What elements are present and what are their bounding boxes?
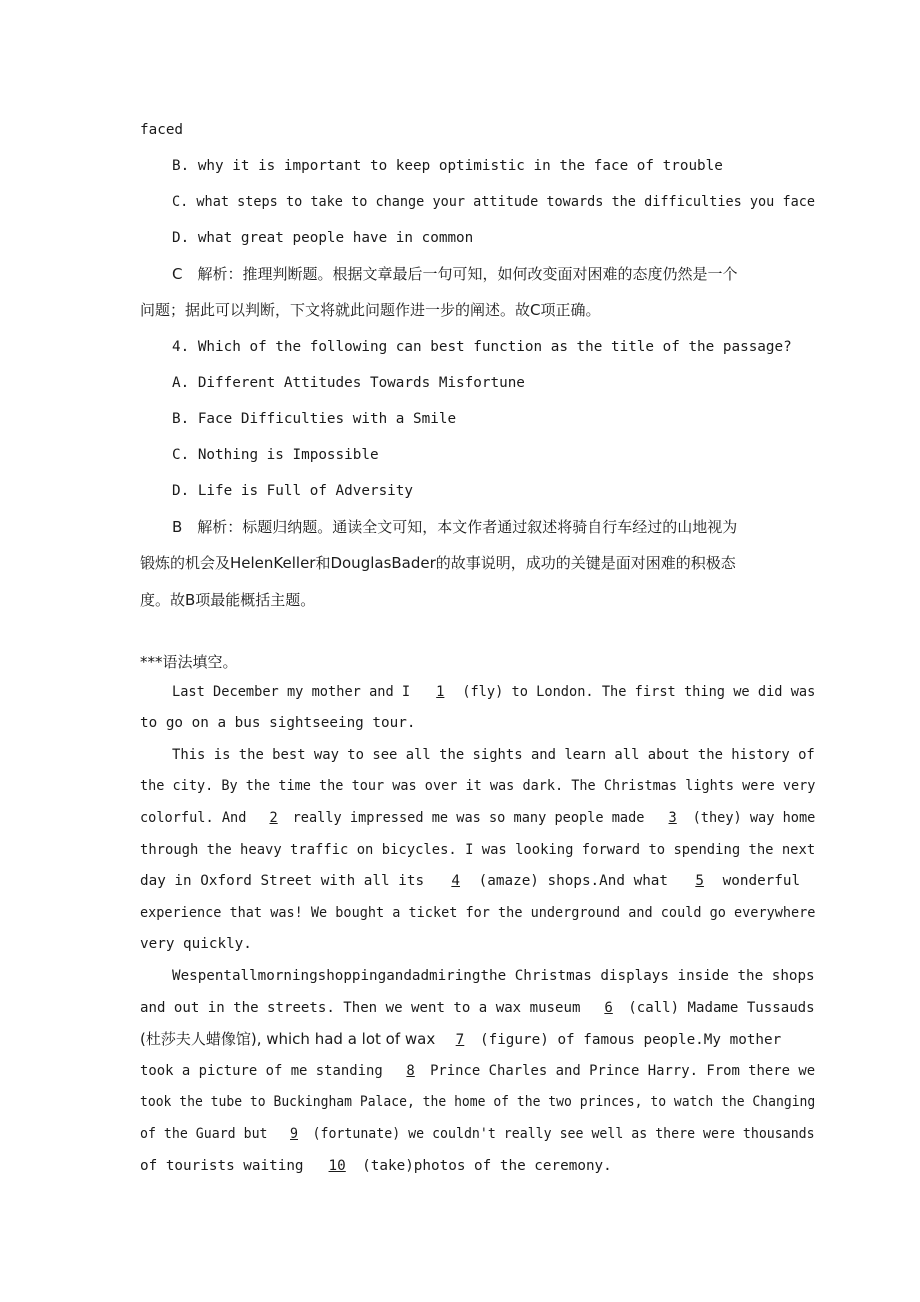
q4-answer-line-2: 锻炼的机会及HelenKeller和DouglasBader的故事说明，成功的关键是面对困难的积极态 bbox=[140, 554, 736, 572]
paragraph-2-line-7: very quickly. bbox=[140, 936, 252, 952]
text: (amaze) shops.And what bbox=[478, 873, 677, 889]
text: (take)photos of the ceremony. bbox=[362, 1158, 612, 1174]
q3-option-b: B. why it is important to keep optimistic in the face of trouble bbox=[172, 158, 723, 174]
paragraph-2-line-1: This is the best way to see all the sights and learn all about the history of bbox=[172, 747, 815, 763]
q3-answer-line-1: C 解析：推理判断题。根据文章最后一句可知，如何改变面对困难的态度仍然是一个 bbox=[172, 265, 738, 283]
text: (they) way home bbox=[692, 810, 816, 826]
q3-option-c: C. what steps to take to change your attitude towards the difficulties you face bbox=[172, 194, 816, 210]
paragraph-3-line-5: took the tube to Buckingham Palace, the home of the two princes, to watch the Changing bbox=[140, 1094, 816, 1110]
paragraph-1-line-2: to go on a bus sightseeing tour. bbox=[140, 715, 416, 731]
q4-answer-line-3: 度。故B项最能概括主题。 bbox=[140, 591, 316, 609]
blank-1[interactable]: 1 bbox=[436, 684, 445, 700]
paragraph-2-line-4: through the heavy traffic on bicycles. I was looking forward to spending the next bbox=[140, 842, 816, 858]
text: took a picture of me standing bbox=[140, 1063, 392, 1079]
paragraph-3-line-7 bbox=[140, 1156, 612, 1176]
text: Last December my mother and I bbox=[172, 684, 419, 700]
paragraph-3-line-6 bbox=[140, 1124, 815, 1144]
text: and out in the streets. Then we went to a wax museum bbox=[140, 1000, 589, 1016]
paragraph-2-line-3 bbox=[140, 808, 815, 828]
paragraph-2-line-5 bbox=[140, 871, 800, 891]
text: of tourists waiting bbox=[140, 1158, 313, 1174]
paragraph-2-line-2: the city. By the time the tour was over it was dark. The Christmas lights were very bbox=[140, 778, 816, 794]
text: (call) Madame Tussauds bbox=[628, 1000, 815, 1016]
text: (fly) to London. The first thing we did was bbox=[462, 684, 816, 700]
blank-8[interactable]: 8 bbox=[406, 1063, 415, 1079]
text: day in Oxford Street with all its bbox=[140, 873, 433, 889]
q3-answer-line-2: 问题；据此可以判断，下文将就此问题作进一步的阐述。故C项正确。 bbox=[140, 301, 601, 319]
paragraph-3-line-3 bbox=[140, 1029, 781, 1050]
blank-10[interactable]: 10 bbox=[328, 1158, 346, 1174]
q4-option-a: A. Different Attitudes Towards Misfortune bbox=[172, 375, 525, 391]
blank-9[interactable]: 9 bbox=[290, 1126, 298, 1142]
q3-option-d: D. what great people have in common bbox=[172, 230, 474, 246]
blank-7[interactable]: 7 bbox=[455, 1032, 465, 1048]
section-heading: ***语法填空。 bbox=[140, 653, 238, 671]
blank-4[interactable]: 4 bbox=[451, 873, 460, 889]
text: wonderful bbox=[722, 873, 801, 889]
text: colorful. And bbox=[140, 810, 255, 826]
q4-question: 4. Which of the following can best function as the title of the passage? bbox=[172, 339, 792, 355]
blank-2[interactable]: 2 bbox=[269, 810, 278, 826]
q4-answer-line-1: B 解析：标题归纳题。通读全文可知，本文作者通过叙述将骑自行车经过的山地视为 bbox=[172, 518, 738, 536]
paragraph-3-line-1: Wespentallmorningshoppingandadmiringthe Christmas displays inside the shops bbox=[172, 968, 815, 984]
q4-option-c: C. Nothing is Impossible bbox=[172, 447, 379, 463]
blank-5[interactable]: 5 bbox=[695, 873, 704, 889]
q4-option-d: D. Life is Full of Adversity bbox=[172, 483, 414, 499]
text: of the Guard but bbox=[140, 1126, 276, 1142]
text: (figure) of famous people.My mother bbox=[479, 1032, 782, 1048]
text: Prince Charles and Prince Harry. From there we bbox=[430, 1063, 816, 1079]
paragraph-2-line-6: experience that was! We bought a ticket for the underground and could go everywhere bbox=[140, 905, 816, 921]
text: (fortunate) we couldn't really see well as there were thousands bbox=[312, 1126, 815, 1142]
q3-option-a-tail: faced bbox=[140, 122, 184, 138]
paragraph-3-line-2 bbox=[140, 998, 815, 1018]
blank-3[interactable]: 3 bbox=[668, 810, 677, 826]
text: really impressed me was so many people made bbox=[292, 810, 653, 826]
paragraph-1-line-1 bbox=[172, 682, 815, 702]
blank-6[interactable]: 6 bbox=[604, 1000, 613, 1016]
q4-option-b: B. Face Difficulties with a Smile bbox=[172, 411, 457, 427]
paragraph-3-line-4 bbox=[140, 1061, 815, 1081]
text: (杜莎夫人蜡像馆), which had a lot of wax bbox=[140, 1030, 440, 1048]
